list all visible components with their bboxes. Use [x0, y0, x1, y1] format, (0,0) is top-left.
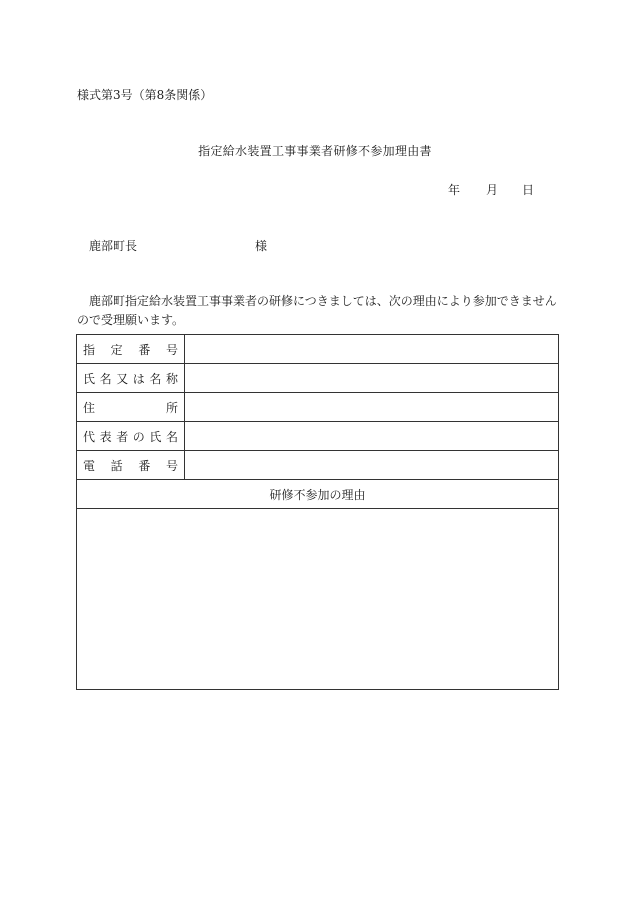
address-field[interactable] — [185, 393, 559, 422]
body-text — [77, 292, 559, 330]
label-char: 称 — [165, 371, 178, 386]
addressee-honorific: 様 — [255, 239, 268, 253]
row-label-representative-name — [77, 422, 185, 451]
addressee — [89, 237, 268, 254]
body-line-1: 鹿部町指定給水装置工事事業者の研修につきましては、次の理由により参加できません — [89, 294, 557, 308]
date-year-label: 年 — [448, 183, 461, 197]
table-row — [77, 364, 559, 393]
label-char: 表 — [99, 429, 112, 444]
reason-body-row — [77, 509, 559, 690]
label-char: 者 — [116, 429, 129, 444]
label-char: 番 — [138, 342, 151, 357]
label-char: 住 — [83, 400, 96, 415]
label-char: 所 — [165, 400, 178, 415]
phone-number-field[interactable] — [185, 451, 559, 480]
table-row — [77, 335, 559, 364]
reason-header: 研修不参加の理由 — [77, 480, 559, 509]
label-char: 名 — [165, 429, 178, 444]
label-char: 代 — [83, 429, 96, 444]
table-row — [77, 393, 559, 422]
table-row — [77, 451, 559, 480]
label-char: 指 — [83, 342, 96, 357]
row-label-name — [77, 364, 185, 393]
row-label-address — [77, 393, 185, 422]
form-number: 様式第3号（第8条関係） — [77, 88, 213, 102]
representative-name-field[interactable] — [185, 422, 559, 451]
table-row — [77, 422, 559, 451]
row-label-designation-number — [77, 335, 185, 364]
label-char: 電 — [83, 458, 96, 473]
label-char: 又 — [116, 371, 129, 386]
reason-field[interactable] — [77, 509, 559, 690]
label-char: 氏 — [83, 371, 96, 386]
label-char: 定 — [110, 342, 123, 357]
designation-number-field[interactable] — [185, 335, 559, 364]
document-title: 指定給水装置工事事業者研修不参加理由書 — [198, 144, 432, 158]
name-field[interactable] — [185, 364, 559, 393]
label-char: の — [132, 429, 145, 444]
row-label-phone-number — [77, 451, 185, 480]
label-char: 番 — [138, 458, 151, 473]
addressee-name: 鹿部町長 — [89, 239, 138, 253]
date-day-label: 日 — [522, 183, 535, 197]
label-char: 号 — [165, 342, 178, 357]
date-line — [448, 181, 534, 198]
label-char: 名 — [99, 371, 112, 386]
label-char: は — [132, 371, 145, 386]
application-table — [76, 334, 559, 690]
label-char: 名 — [149, 371, 162, 386]
body-line-2: ので受理願います。 — [77, 313, 185, 327]
label-char: 氏 — [149, 429, 162, 444]
label-char: 話 — [110, 458, 123, 473]
reason-header-row — [77, 480, 559, 509]
date-month-label: 月 — [486, 183, 499, 197]
label-char: 号 — [165, 458, 178, 473]
